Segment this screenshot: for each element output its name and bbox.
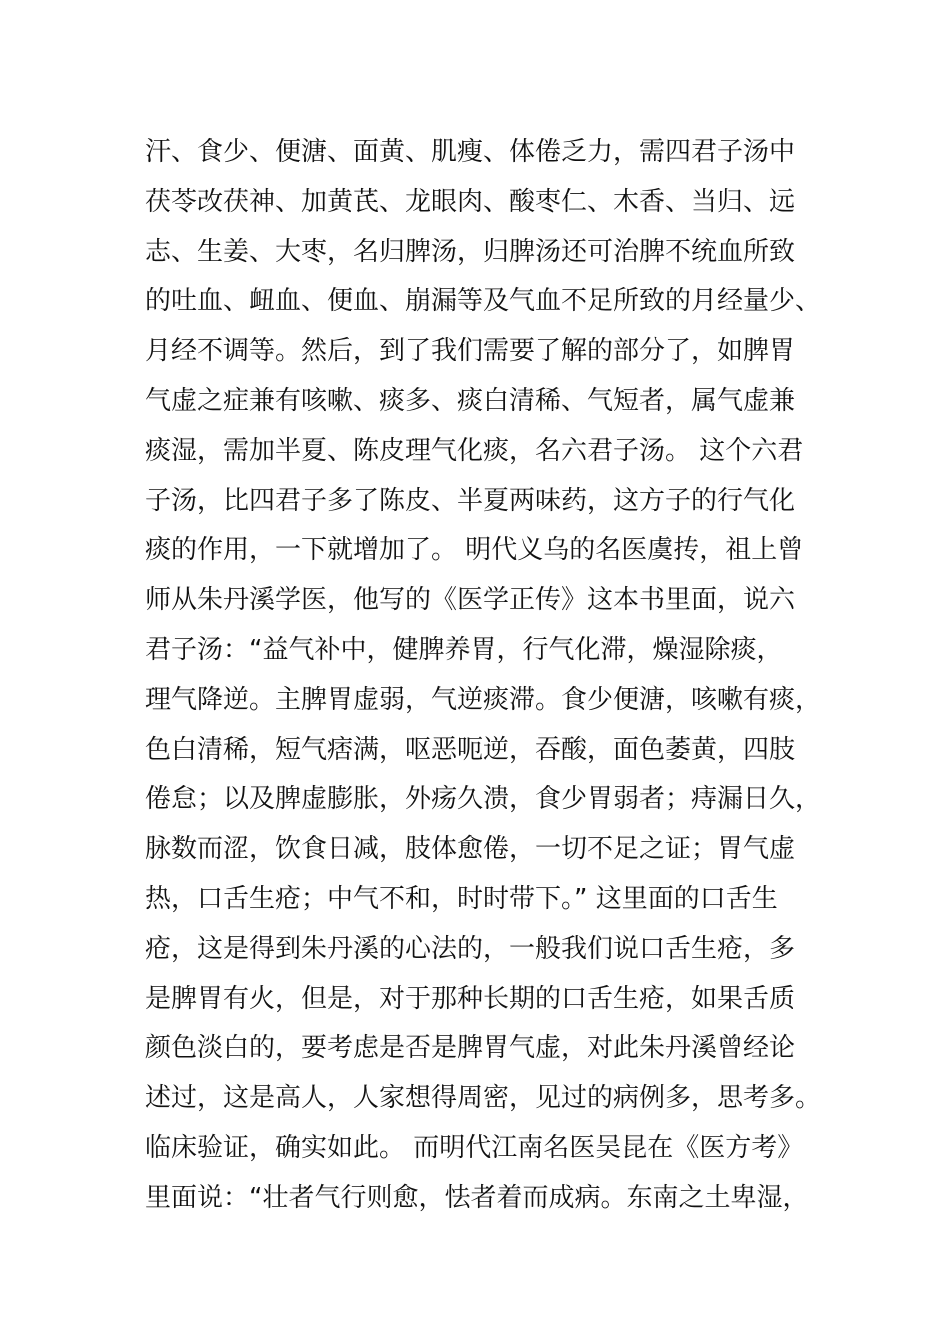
text-line: 是脾胃有火，但是，对于那种长期的口舌生疮，如果舌质 [145,983,796,1014]
text-line: 痰的作用，一下就增加了。 明代义乌的名医虞抟，祖上曾 [145,535,804,566]
text-line: 临床验证，确实如此。 而明代江南名医吴昆在《医方考》 [145,1132,804,1163]
text-line: 的吐血、衄血、便血、崩漏等及气血不足所致的月经量少、 [145,286,822,317]
text-line: 子汤，比四君子多了陈皮、半夏两味药，这方子的行气化 [145,485,796,516]
text-line: 君子汤：“益气补中，健脾养胃，行气化滞，燥湿除痰， [145,634,783,665]
text-line: 疮，这是得到朱丹溪的心法的，一般我们说口舌生疮，多 [145,933,796,964]
body-text [145,128,822,1224]
text-line: 色白清稀，短气痞满，呕恶呃逆，吞酸，面色萎黄，四肢 [145,734,796,765]
text-line: 脉数而涩，饮食日减，肢体愈倦，一切不足之证；胃气虚 [145,834,796,865]
text-line: 师从朱丹溪学医，他写的《医学正传》这本书里面，说六 [145,585,796,616]
text-line: 气虚之症兼有咳嗽、痰多、痰白清稀、气短者，属气虚兼 [145,385,796,416]
text-line: 热，口舌生疮；中气不和，时时带下。” 这里面的口舌生 [145,883,778,914]
text-line: 颜色淡白的，要考虑是否是脾胃气虚，对此朱丹溪曾经论 [145,1033,796,1064]
text-line: 汗、食少、便溏、面黄、肌瘦、体倦乏力，需四君子汤中 [145,137,796,167]
text-line: 理气降逆。主脾胃虚弱，气逆痰滞。食少便溏，咳嗽有痰， [145,684,822,715]
text-line: 痰湿，需加半夏、陈皮理气化痰，名六君子汤。 这个六君 [145,435,804,466]
text-line: 茯苓改茯神、加黄芪、龙眼肉、酸枣仁、木香、当归、远 [145,186,796,217]
text-line: 志、生姜、大枣，名归脾汤，归脾汤还可治脾不统血所致 [145,236,796,267]
text-line: 里面说：“壮者气行则愈，怯者着而成病。东南之土卑湿， [145,1182,809,1213]
text-line: 月经不调等。然后，到了我们需要了解的部分了，如脾胃 [145,336,796,367]
text-line: 倦怠；以及脾虚膨胀，外疡久溃，食少胃弱者；痔漏日久， [145,784,822,815]
text-line: 述过，这是高人，人家想得周密，见过的病例多，思考多。 [145,1083,822,1114]
